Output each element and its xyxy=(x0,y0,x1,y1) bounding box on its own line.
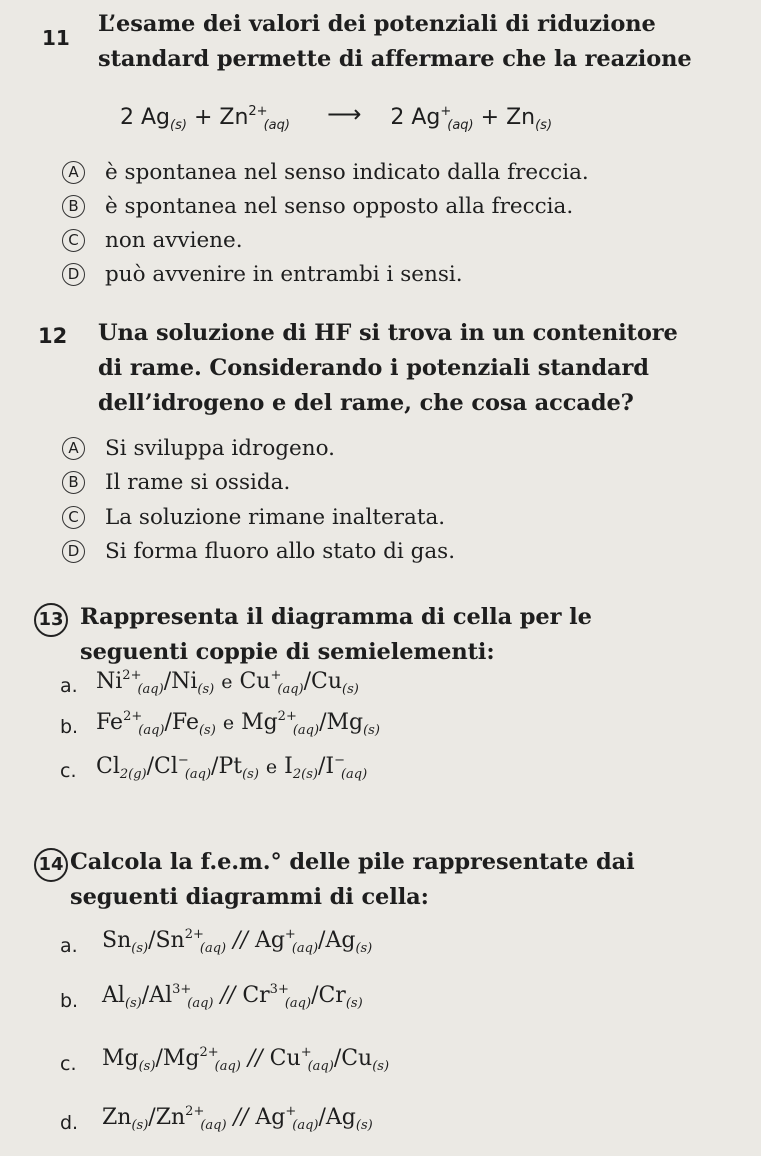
charge: 3+ xyxy=(269,982,289,997)
state: (s) xyxy=(138,1059,156,1074)
option-text: Si forma fluoro allo stato di gas. xyxy=(105,539,456,564)
question-text xyxy=(72,7,692,77)
option-letter: C xyxy=(62,229,85,252)
species: Al xyxy=(102,983,125,1008)
state: (aq) xyxy=(137,682,164,697)
option-b xyxy=(62,194,573,219)
question-line: di rame. Considerando i potenziali standard xyxy=(98,355,649,381)
question-text xyxy=(98,316,678,421)
item-label: c. xyxy=(60,760,77,782)
option-text: è spontanea nel senso opposto alla freccia. xyxy=(105,194,574,219)
option-text: può avvenire in entrambi i sensi. xyxy=(105,262,463,287)
option-letter: A xyxy=(62,161,85,184)
option-c xyxy=(62,228,243,253)
option-a xyxy=(62,436,335,461)
state: (aq) xyxy=(187,996,214,1011)
state: (aq) xyxy=(263,118,290,133)
state: (aq) xyxy=(200,1118,227,1133)
state: (s) xyxy=(198,723,216,738)
half-cell-pair-a xyxy=(96,668,359,697)
state: 2(g) xyxy=(119,767,147,782)
reaction-equation xyxy=(120,100,552,133)
conjunction: e xyxy=(222,712,235,734)
species: Ag xyxy=(255,1105,286,1130)
species: /Cu xyxy=(333,1046,373,1071)
species: Sn xyxy=(102,928,132,953)
question-line: Calcola la f.e.m.° delle pile rappresentate dai xyxy=(70,849,635,875)
option-text: La soluzione rimane inalterata. xyxy=(105,505,446,530)
option-text: è spontanea nel senso indicato dalla freccia. xyxy=(105,160,589,185)
species: Cu xyxy=(269,1046,301,1071)
state: (aq) xyxy=(307,1059,334,1074)
option-d xyxy=(62,539,455,564)
charge: 2+ xyxy=(184,927,204,942)
question-line: standard permette di affermare che la reazione xyxy=(98,46,692,72)
state: (aq) xyxy=(291,941,319,956)
species: /Mg xyxy=(319,710,364,735)
charge: − xyxy=(177,753,189,768)
charge: 2+ xyxy=(122,668,142,683)
state: (aq) xyxy=(184,767,212,782)
species: /Mg xyxy=(155,1046,200,1071)
species: /Cu xyxy=(303,669,343,694)
state: (aq) xyxy=(292,1118,319,1133)
option-letter: D xyxy=(62,540,85,563)
state: (s) xyxy=(131,941,149,956)
salt-bridge: // xyxy=(240,1046,270,1071)
state: (aq) xyxy=(138,723,165,738)
species: Cl xyxy=(96,754,120,779)
item-label: b. xyxy=(60,990,79,1012)
item-label: c. xyxy=(60,1053,77,1075)
state: (s) xyxy=(197,682,215,697)
state: (aq) xyxy=(284,996,312,1011)
question-line: Una soluzione di HF si trova in un contenitore xyxy=(98,320,678,346)
salt-bridge: // xyxy=(226,928,255,953)
plus-sign: + xyxy=(193,105,213,130)
plus-sign: + xyxy=(480,105,500,130)
option-letter: D xyxy=(62,263,85,286)
question-number: 14 xyxy=(34,848,68,882)
charge: 2+ xyxy=(123,709,143,724)
state: (s) xyxy=(372,1059,390,1074)
state: (aq) xyxy=(277,682,304,697)
species: /Al xyxy=(141,983,173,1008)
question-line: Rappresenta il diagramma di cella per le xyxy=(80,604,592,630)
species: Cr xyxy=(242,983,270,1008)
option-text: Il rame si ossida. xyxy=(105,470,291,495)
species: Zn xyxy=(102,1105,132,1130)
species: Ni xyxy=(96,669,123,694)
salt-bridge: // xyxy=(213,983,243,1008)
charge: + xyxy=(300,1045,312,1060)
state: 2(s) xyxy=(292,767,318,782)
charge: + xyxy=(285,1104,297,1119)
half-cell-pair-b xyxy=(96,709,380,738)
option-letter: B xyxy=(62,195,85,218)
species: /Sn xyxy=(148,928,185,953)
species: /Ni xyxy=(163,669,198,694)
question-number: 12 xyxy=(38,324,68,348)
cell-diagram-a xyxy=(102,927,372,956)
species: /Ag xyxy=(318,1105,356,1130)
species: Cu xyxy=(239,669,271,694)
species: /Fe xyxy=(164,710,199,735)
species: /Cr xyxy=(311,983,346,1008)
option-b xyxy=(62,470,290,495)
conjunction: e xyxy=(265,756,278,778)
item-label: d. xyxy=(60,1112,79,1134)
charge: 2+ xyxy=(277,709,297,724)
species: Zn xyxy=(506,105,536,130)
charge: + xyxy=(440,104,452,119)
cell-diagram-c xyxy=(102,1045,389,1074)
state: (s) xyxy=(345,996,363,1011)
species: Mg xyxy=(102,1046,139,1071)
salt-bridge: // xyxy=(226,1105,256,1130)
conjunction: e xyxy=(221,671,233,693)
state: (s) xyxy=(124,996,142,1011)
option-d xyxy=(62,262,463,287)
species: Mg xyxy=(241,710,278,735)
reaction-arrow: ⟶ xyxy=(326,100,362,128)
species: /I xyxy=(317,754,335,779)
question-text xyxy=(70,845,635,915)
charge: + xyxy=(270,668,282,683)
state: (s) xyxy=(535,118,553,133)
charge: + xyxy=(284,927,296,942)
option-letter: C xyxy=(62,506,85,529)
charge: 2+ xyxy=(185,1104,205,1119)
cell-diagram-d xyxy=(102,1104,373,1133)
species: Ag xyxy=(411,105,441,130)
species: Ag xyxy=(141,105,171,130)
species: I xyxy=(284,754,293,779)
state: (s) xyxy=(242,767,259,782)
state: (s) xyxy=(170,118,187,133)
species: Fe xyxy=(96,710,124,735)
species: Ag xyxy=(254,928,285,953)
question-line: seguenti coppie di semielementi: xyxy=(80,639,495,665)
option-text: Si sviluppa idrogeno. xyxy=(105,436,335,461)
option-c xyxy=(62,505,445,530)
state: (aq) xyxy=(214,1059,241,1074)
state: (s) xyxy=(363,723,380,738)
state: (s) xyxy=(355,1118,373,1133)
species: /Zn xyxy=(148,1105,186,1130)
state: (aq) xyxy=(340,767,368,782)
species: /Pt xyxy=(211,754,243,779)
question-number: 11 xyxy=(42,26,70,50)
charge: 2+ xyxy=(199,1045,219,1060)
species: /Cl xyxy=(146,754,178,779)
species: Zn xyxy=(219,105,249,130)
charge: 2+ xyxy=(248,104,268,119)
question-line: dell’idrogeno e del rame, che cosa accade? xyxy=(98,390,634,416)
state: (s) xyxy=(355,941,373,956)
item-label: a. xyxy=(60,675,78,697)
coefficient: 2 xyxy=(390,105,405,130)
question-text xyxy=(80,600,592,670)
state: (aq) xyxy=(199,941,227,956)
option-a xyxy=(62,160,589,185)
charge: − xyxy=(334,753,345,768)
species: /Ag xyxy=(318,928,356,953)
state: (aq) xyxy=(447,118,474,133)
state: (aq) xyxy=(292,723,320,738)
state: (s) xyxy=(342,682,359,697)
half-cell-pair-c xyxy=(96,753,367,782)
item-label: b. xyxy=(60,716,79,738)
charge: 3+ xyxy=(172,982,192,997)
state: (s) xyxy=(131,1118,149,1133)
item-label: a. xyxy=(60,935,78,957)
question-line: seguenti diagrammi di cella: xyxy=(70,884,429,910)
option-letter: A xyxy=(62,437,85,460)
question-line: L’esame dei valori dei potenziali di riduzione xyxy=(98,11,656,37)
cell-diagram-b xyxy=(102,982,363,1011)
question-number: 13 xyxy=(34,603,68,637)
coefficient: 2 xyxy=(120,105,134,130)
option-text: non avviene. xyxy=(105,228,243,253)
option-letter: B xyxy=(62,471,85,494)
